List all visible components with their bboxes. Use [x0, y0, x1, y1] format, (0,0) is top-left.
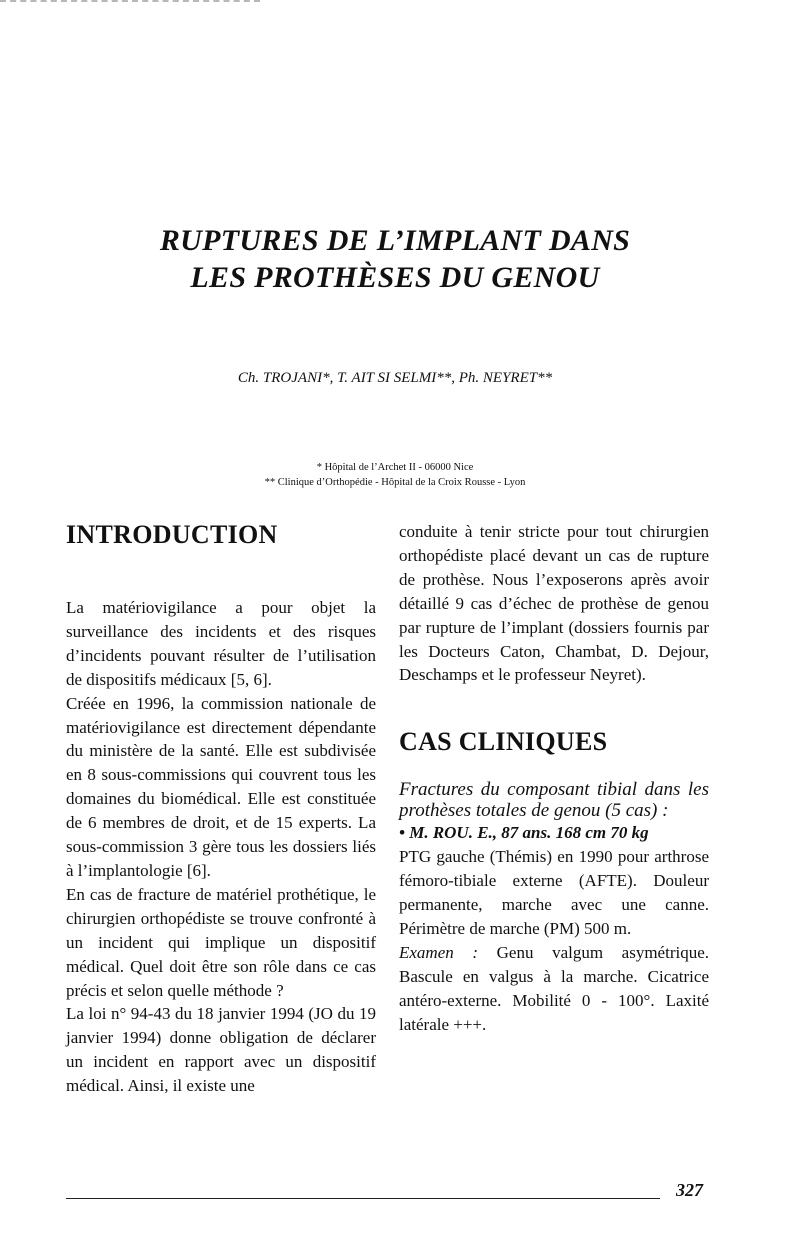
case-exam: [399, 941, 709, 1037]
footer-rule: [66, 1198, 660, 1199]
affiliation-2: ** Clinique d’Orthopédie - Hôpital de la Croix Rousse - Lyon: [264, 477, 526, 488]
affiliations: [0, 460, 790, 490]
author-list: Ch. TROJANI*, T. AIT SI SELMI**, Ph. NEYRET**: [237, 370, 553, 386]
scan-top-mark: [0, 0, 260, 4]
intro-paragraph-4: La loi n° 94-43 du 18 janvier 1994 (JO du 19 janvier 1994) donne obligation de déclarer un incident en rapport avec un dispositif médical. Ainsi, il existe une: [66, 1004, 376, 1096]
right-column: [399, 520, 709, 1037]
case-header: • M. ROU. E., 87 ans. 168 cm 70 kg: [399, 823, 649, 843]
left-column: [66, 520, 376, 1098]
subsection-heading: Fractures du composant tibial dans les prothèses totales de genou (5 cas) :: [399, 779, 709, 822]
intro-paragraph-2: Créée en 1996, la commission nationale de matériovigilance est directement dépendante du ministère de la santé. Elle est subdivisée en 8 sous-commissions qui couvrent tous les domaines du biomédical. Elle est constituée de 6 membres de droit, et de 15 experts. La sous-commission 3 gère tous les dossiers liés à l’implantologie [6].: [66, 693, 376, 880]
section-heading-cas-cliniques: CAS CLINIQUES: [399, 727, 608, 757]
case-description: PTG gauche (Thémis) en 1990 pour arthrose fémoro-tibiale externe (AFTE). Douleur permanente, marche avec une canne. Périmètre de marche (PM) 500 m.: [399, 847, 709, 938]
section-heading-introduction: INTRODUCTION: [66, 520, 278, 549]
page-number: 327: [676, 1180, 703, 1200]
article-title: [0, 222, 790, 296]
intro-paragraph-1: La matériovigilance a pour objet la surveillance des incidents et des risques d’incidents pouvant résulter de l’utilisation de dispositifs médicaux [5, 6].: [66, 598, 376, 689]
continued-paragraph: conduite à tenir stricte pour tout chirurgien orthopédiste placé devant un cas de rupture de prothèse. Nous l’exposerons après avoir détaillé 9 cas d’échec de prothèse de genou par rupture de l’implant (dossiers fournis par les Docteurs Caton, Chambat, D. Dejour, Deschamps et le professeur Neyret).: [399, 522, 709, 685]
exam-text: Genu valgum asymétrique. Bascule en valgus à la marche. Cicatrice antéro-externe. Mobilité 0 - 100°. Laxité latérale +++.: [399, 942, 709, 1034]
title-line-1: RUPTURES DE L’IMPLANT DANS: [159, 224, 631, 257]
affiliation-1: * Hôpital de l’Archet II - 06000 Nice: [316, 462, 474, 473]
intro-paragraph-3: En cas de fracture de matériel prothétique, le chirurgien orthopédiste se trouve confronté à un incident qui implique un dispositif médical. Quel doit être son rôle dans ce cas précis et selon quelle méthode ?: [66, 884, 376, 1000]
exam-label: Examen :: [399, 942, 479, 962]
title-line-2: LES PROTHÈSES DU GENOU: [190, 261, 600, 294]
